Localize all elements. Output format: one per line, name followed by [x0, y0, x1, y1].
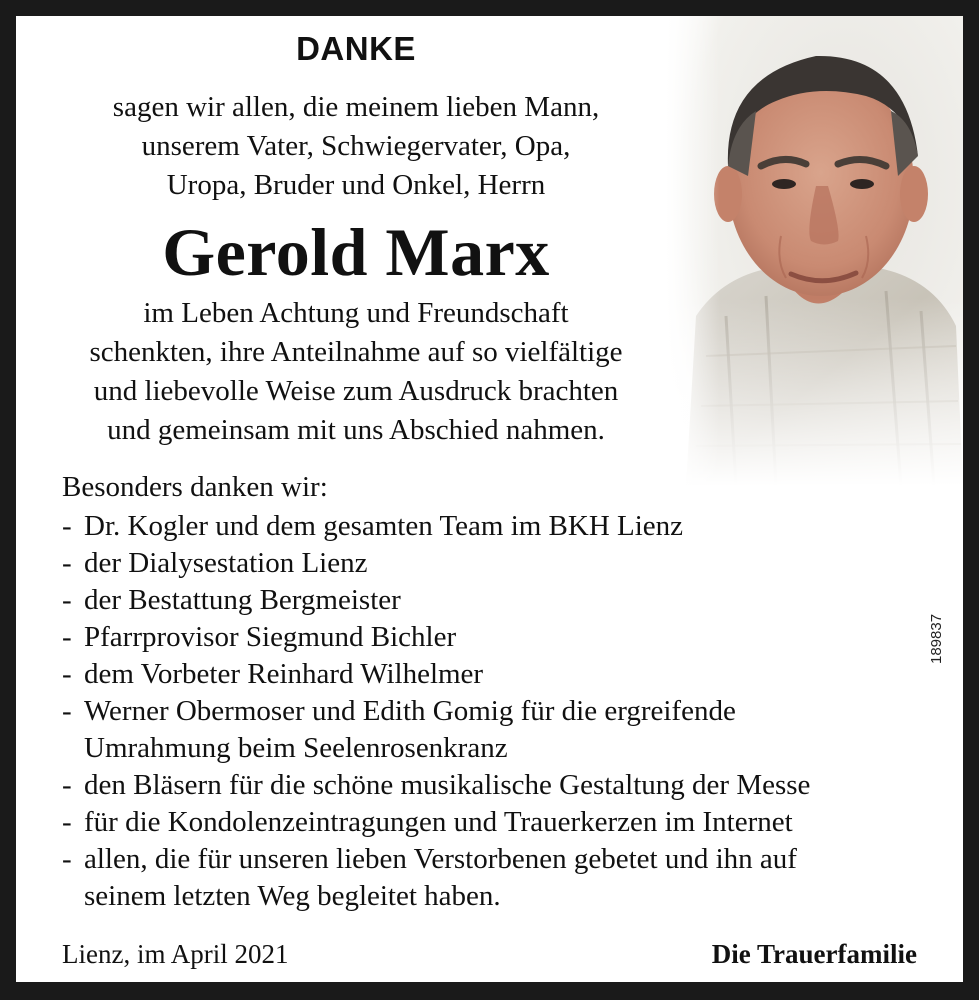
list-item: [62, 841, 942, 915]
deceased-name: Gerold Marx: [162, 214, 550, 290]
intro-line: Uropa, Bruder und Onkel, Herrn: [166, 169, 546, 201]
list-item: [62, 767, 942, 804]
list-item-line: den Bläsern für die schöne musikalische Gestaltung der Messe: [84, 769, 811, 801]
bullet-dash: -: [62, 843, 72, 875]
list-item-line: Umrahmung beim Seelenrosenkranz: [84, 732, 508, 764]
list-item: [62, 693, 942, 767]
intro-line: sagen wir allen, die meinem lieben Mann,: [112, 91, 600, 123]
body-line: und gemeinsam mit uns Abschied nahmen.: [107, 414, 605, 446]
bullet-dash: -: [62, 769, 72, 801]
heading-danke: DANKE: [296, 30, 416, 67]
list-item: [62, 582, 942, 619]
signature: Die Trauerfamilie: [711, 939, 917, 969]
thanks-list: [62, 508, 942, 915]
thanks-heading: Besonders danken wir:: [62, 471, 328, 503]
list-item-line: dem Vorbeter Reinhard Wilhelmer: [84, 658, 484, 690]
bullet-dash: -: [62, 584, 72, 616]
obituary-card: [16, 16, 963, 982]
list-item: [62, 656, 942, 693]
intro-line: unserem Vater, Schwiegervater, Opa,: [141, 130, 571, 162]
list-item: [62, 545, 942, 582]
portrait-photo: [666, 16, 963, 486]
bullet-dash: -: [62, 510, 72, 542]
list-item: [62, 804, 942, 841]
list-item-line: der Dialysestation Lienz: [84, 547, 368, 579]
bullet-dash: -: [62, 806, 72, 838]
list-item-line: Werner Obermoser und Edith Gomig für die ergreifende: [84, 695, 736, 727]
body-text: [46, 294, 666, 450]
list-item: [62, 508, 942, 545]
list-item-line: seinem letzten Weg begleitet haben.: [84, 880, 501, 912]
list-item-line: allen, die für unseren lieben Verstorbenen gebetet und ihn auf: [84, 843, 797, 875]
list-item-line: Dr. Kogler und dem gesamten Team im BKH Lienz: [84, 510, 684, 542]
body-line: und liebevolle Weise zum Ausdruck brachten: [93, 375, 619, 407]
list-item: [62, 619, 942, 656]
place-date: Lienz, im April 2021: [62, 939, 289, 969]
bullet-dash: -: [62, 547, 72, 579]
list-item-line: Pfarrprovisor Siegmund Bichler: [84, 621, 457, 653]
body-line: schenkten, ihre Anteilnahme auf so vielfältige: [89, 336, 623, 368]
bullet-dash: -: [62, 658, 72, 690]
bullet-dash: -: [62, 695, 72, 727]
list-item-line: der Bestattung Bergmeister: [84, 584, 401, 616]
intro-text: [46, 88, 666, 205]
bullet-dash: -: [62, 621, 72, 653]
list-item-line: für die Kondolenzeintragungen und Trauerkerzen im Internet: [84, 806, 793, 838]
ad-number: 189837: [928, 613, 945, 664]
body-line: im Leben Achtung und Freundschaft: [143, 297, 569, 329]
